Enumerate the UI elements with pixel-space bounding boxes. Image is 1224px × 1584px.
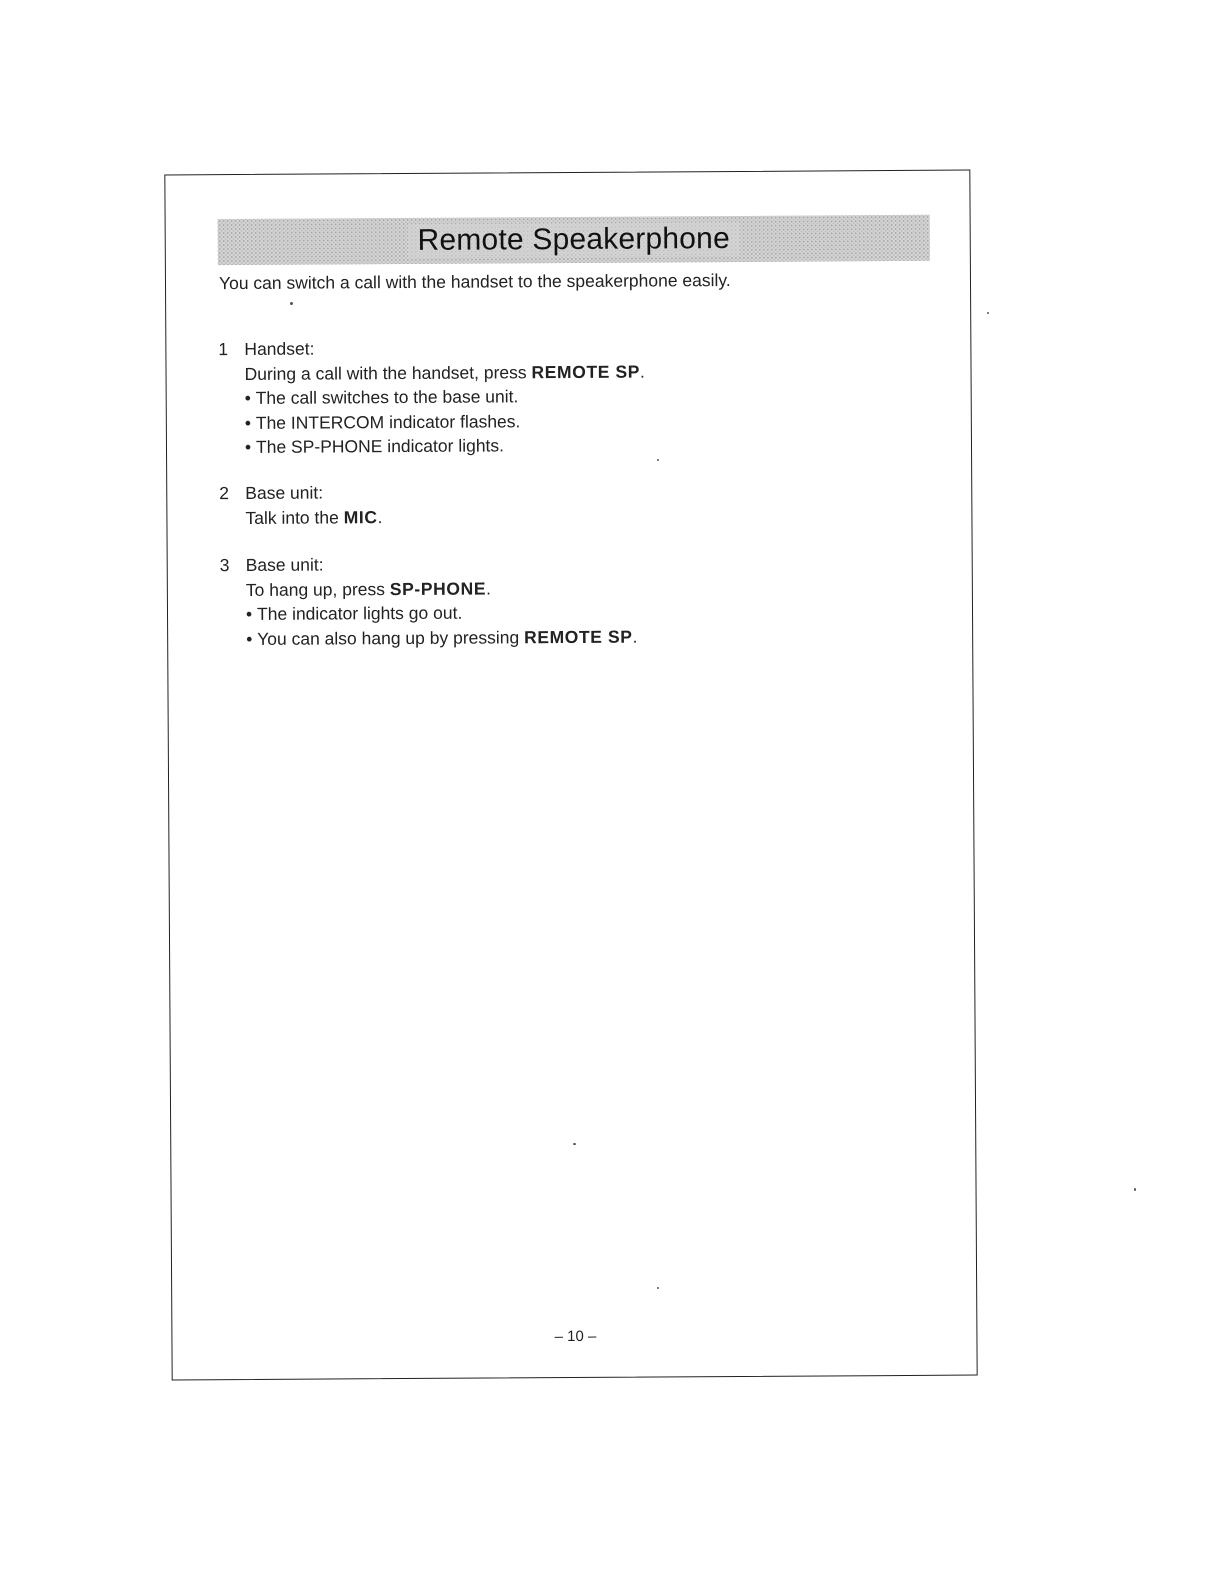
step-3 (220, 551, 638, 652)
scan-speck (1134, 1188, 1136, 1191)
key-label: REMOTE SP (531, 361, 641, 382)
scan-speck (987, 312, 989, 314)
step-number: 3 (219, 555, 230, 576)
step-note (246, 624, 637, 651)
scan-speck (657, 459, 659, 461)
note-suffix: . (632, 626, 638, 647)
step-1 (218, 335, 645, 460)
step-instruction (244, 359, 644, 386)
key-label: REMOTE SP (524, 626, 633, 647)
key-label: SP-PHONE (389, 578, 487, 599)
step-note: • The indicator lights go out. (246, 600, 637, 627)
step-2 (219, 480, 382, 530)
step-number: 2 (219, 483, 230, 504)
instruction-text: To hang up, press (245, 578, 390, 600)
step-heading: Base unit: (245, 554, 324, 575)
note-text: You can also hang up by pressing (257, 626, 525, 649)
page-number: – 10 – (554, 1327, 597, 1346)
step-heading: Handset: (244, 338, 315, 359)
step-note: • The SP-PHONE indicator lights. (245, 433, 645, 460)
section-title-bar (218, 215, 930, 265)
instruction-suffix: . (639, 361, 645, 382)
scan-speck (290, 302, 293, 305)
step-instruction (246, 575, 637, 602)
section-title: Remote Speakerphone (407, 222, 740, 258)
step-heading: Base unit: (245, 482, 324, 503)
scan-speck (657, 1287, 659, 1289)
instruction-suffix: . (377, 506, 383, 527)
manual-page-frame (164, 170, 977, 1381)
instruction-text: Talk into the (245, 506, 344, 528)
step-note: • The call switches to the base unit. (245, 384, 645, 411)
scan-speck (573, 1143, 576, 1145)
instruction-text: During a call with the handset, press (244, 361, 532, 384)
key-label: MIC (343, 506, 378, 527)
intro-text: You can switch a call with the handset to the speakerphone easily. (218, 270, 731, 294)
step-instruction (245, 505, 382, 530)
step-note: • The INTERCOM indicator flashes. (245, 408, 645, 435)
step-number: 1 (218, 339, 229, 360)
instruction-suffix: . (485, 577, 491, 599)
